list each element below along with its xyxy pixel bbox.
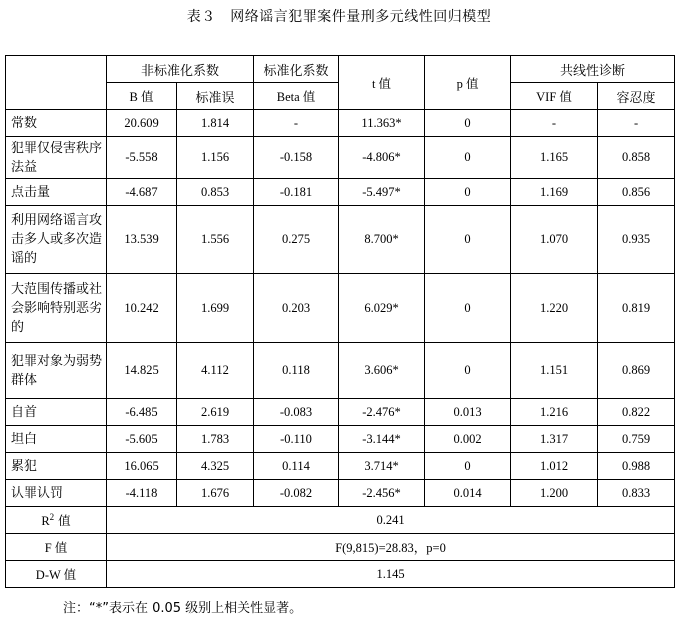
row-label: 犯罪对象为弱势群体 (6, 343, 107, 399)
cell-tol: 0.988 (598, 453, 675, 480)
summary-row-f (6, 534, 675, 561)
cell-p: 0 (425, 206, 511, 274)
cell-se: 1.814 (177, 110, 254, 137)
header-vif: VIF 值 (511, 83, 598, 110)
header-b: B 值 (107, 83, 177, 110)
cell-vif: 1.169 (511, 179, 598, 206)
cell-tol: 0.858 (598, 137, 675, 179)
cell-b: 14.825 (107, 343, 177, 399)
row-label: 大范围传播或社会影响特别恶劣的 (6, 274, 107, 343)
cell-vif: 1.216 (511, 399, 598, 426)
row-label: 常数 (6, 110, 107, 137)
cell-se: 1.676 (177, 480, 254, 507)
cell-p: 0 (425, 343, 511, 399)
header-t: t 值 (339, 56, 425, 110)
table-row (6, 426, 675, 453)
cell-t: 11.363* (339, 110, 425, 137)
corner-cell (6, 56, 107, 110)
cell-b: 10.242 (107, 274, 177, 343)
cell-p: 0.002 (425, 426, 511, 453)
cell-t: -3.144* (339, 426, 425, 453)
summary-row-dw (6, 561, 675, 588)
cell-b: 16.065 (107, 453, 177, 480)
cell-vif: 1.317 (511, 426, 598, 453)
cell-tol: 0.819 (598, 274, 675, 343)
row-label: 累犯 (6, 453, 107, 480)
cell-beta: -0.181 (254, 179, 339, 206)
cell-se: 2.619 (177, 399, 254, 426)
table-caption: 表３ 网络谣言犯罪案件量刑多元线性回归模型 (186, 9, 492, 25)
cell-beta: 0.118 (254, 343, 339, 399)
table-row (6, 179, 675, 206)
cell-vif: 1.151 (511, 343, 598, 399)
cell-tol: 0.759 (598, 426, 675, 453)
row-label: 坦白 (6, 426, 107, 453)
cell-p: 0 (425, 137, 511, 179)
cell-b: -4.118 (107, 480, 177, 507)
cell-p: 0 (425, 110, 511, 137)
cell-p: 0.013 (425, 399, 511, 426)
cell-se: 1.699 (177, 274, 254, 343)
header-se: 标准误 (177, 83, 254, 110)
cell-p: 0 (425, 453, 511, 480)
regression-table (5, 55, 675, 588)
header-tolerance: 容忍度 (598, 83, 675, 110)
cell-t: -4.806* (339, 137, 425, 179)
summary-label-f: F 值 (6, 534, 107, 561)
cell-tol: 0.869 (598, 343, 675, 399)
cell-beta: -0.082 (254, 480, 339, 507)
cell-b: -4.687 (107, 179, 177, 206)
cell-t: -2.456* (339, 480, 425, 507)
summary-value-r2: 0.241 (107, 507, 675, 534)
cell-tol: 0.833 (598, 480, 675, 507)
cell-b: -5.558 (107, 137, 177, 179)
table-note: 注：“*”表示在 0.05 级别上相关性显著。 (63, 601, 303, 616)
row-label: 犯罪仅侵害秩序法益 (6, 137, 107, 179)
table-row (6, 110, 675, 137)
table-row (6, 137, 675, 179)
cell-t: 6.029* (339, 274, 425, 343)
cell-vif: 1.165 (511, 137, 598, 179)
cell-p: 0 (425, 179, 511, 206)
table-row (6, 399, 675, 426)
cell-t: 3.606* (339, 343, 425, 399)
r2-symbol: R (41, 514, 50, 528)
cell-b: 13.539 (107, 206, 177, 274)
summary-label-dw: D-W 值 (6, 561, 107, 588)
cell-se: 1.783 (177, 426, 254, 453)
table-body (6, 56, 675, 588)
header-beta: Beta 值 (254, 83, 339, 110)
summary-row-r2 (6, 507, 675, 534)
row-label: 利用网络谣言攻击多人或多次造谣的 (6, 206, 107, 274)
cell-p: 0 (425, 274, 511, 343)
cell-p: 0.014 (425, 480, 511, 507)
cell-beta: -0.158 (254, 137, 339, 179)
table-row (6, 274, 675, 343)
cell-vif: - (511, 110, 598, 137)
table-row (6, 206, 675, 274)
cell-t: 8.700* (339, 206, 425, 274)
cell-se: 1.156 (177, 137, 254, 179)
cell-tol: - (598, 110, 675, 137)
cell-beta: 0.114 (254, 453, 339, 480)
cell-b: -5.605 (107, 426, 177, 453)
cell-t: -5.497* (339, 179, 425, 206)
cell-t: -2.476* (339, 399, 425, 426)
table-row (6, 480, 675, 507)
cell-beta: - (254, 110, 339, 137)
cell-vif: 1.220 (511, 274, 598, 343)
cell-b: 20.609 (107, 110, 177, 137)
r2-suffix: 值 (54, 513, 71, 528)
cell-vif: 1.200 (511, 480, 598, 507)
summary-label-r2 (6, 507, 107, 534)
cell-beta: -0.083 (254, 399, 339, 426)
header-std: 标准化系数 (254, 56, 339, 83)
r2-superscript: 2 (49, 511, 55, 522)
header-row-1 (6, 56, 675, 83)
cell-t: 3.714* (339, 453, 425, 480)
cell-b: -6.485 (107, 399, 177, 426)
row-label: 点击量 (6, 179, 107, 206)
cell-tol: 0.822 (598, 399, 675, 426)
cell-vif: 1.070 (511, 206, 598, 274)
header-p: p 值 (425, 56, 511, 110)
cell-se: 1.556 (177, 206, 254, 274)
table-row (6, 453, 675, 480)
header-unstd: 非标准化系数 (107, 56, 254, 83)
cell-se: 4.112 (177, 343, 254, 399)
cell-tol: 0.856 (598, 179, 675, 206)
table-row (6, 343, 675, 399)
cell-tol: 0.935 (598, 206, 675, 274)
row-label: 认罪认罚 (6, 480, 107, 507)
cell-beta: -0.110 (254, 426, 339, 453)
row-label: 自首 (6, 399, 107, 426)
cell-beta: 0.203 (254, 274, 339, 343)
cell-vif: 1.012 (511, 453, 598, 480)
cell-beta: 0.275 (254, 206, 339, 274)
cell-se: 0.853 (177, 179, 254, 206)
summary-value-dw: 1.145 (107, 561, 675, 588)
header-collinearity: 共线性诊断 (511, 56, 675, 83)
cell-se: 4.325 (177, 453, 254, 480)
summary-value-f: F(9,815)=28.83，p=0 (107, 534, 675, 561)
